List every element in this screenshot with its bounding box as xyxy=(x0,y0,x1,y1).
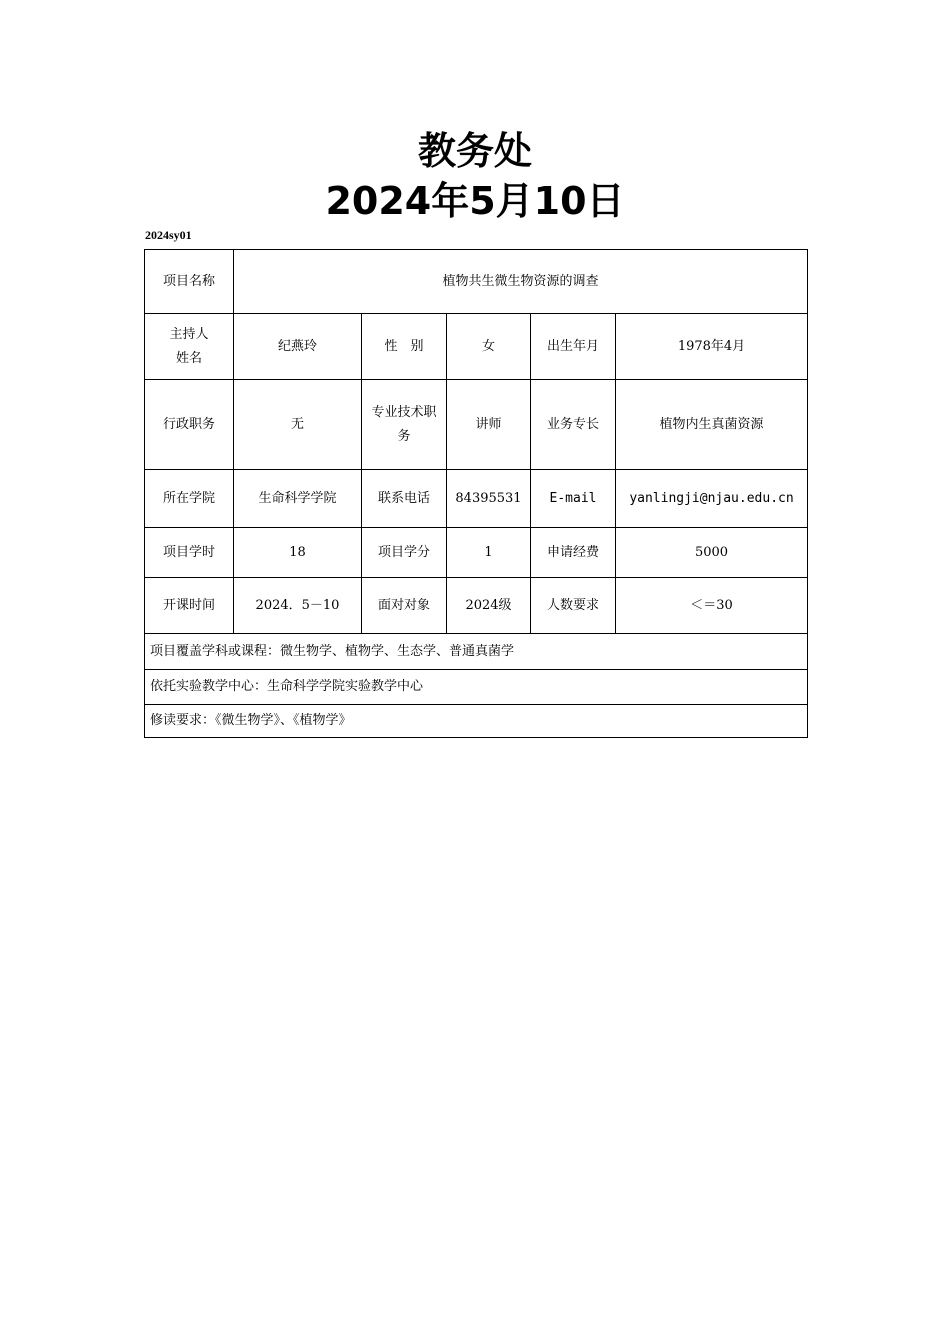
table-row xyxy=(145,528,808,578)
host-label xyxy=(145,314,234,380)
hours-label: 项目学时 xyxy=(145,528,234,578)
hours-value: 18 xyxy=(234,528,362,578)
subjects-row: 项目覆盖学科或课程：微生物学、植物学、生态学、普通真菌学 xyxy=(145,634,808,670)
table-row xyxy=(145,578,808,634)
credits-value: 1 xyxy=(447,528,531,578)
admin-post-label: 行政职务 xyxy=(145,380,234,470)
email-label: E-mail xyxy=(531,470,616,528)
size-label: 人数要求 xyxy=(531,578,616,634)
host-label-text: 主持人 姓名 xyxy=(169,326,209,366)
birth-value: 1978年4月 xyxy=(616,314,808,380)
funds-value: 5000 xyxy=(616,528,808,578)
project-form-table xyxy=(144,249,808,738)
start-value: 2024．5－10 xyxy=(234,578,362,634)
target-label: 面对对象 xyxy=(362,578,447,634)
gender-label: 性 别 xyxy=(362,314,447,380)
target-value: 2024级 xyxy=(447,578,531,634)
table-row xyxy=(145,670,808,705)
specialty-label: 业务专长 xyxy=(531,380,616,470)
phone-label: 联系电话 xyxy=(362,470,447,528)
phone-value: 84395531 xyxy=(447,470,531,528)
table-row xyxy=(145,250,808,314)
table-row xyxy=(145,634,808,670)
tech-title-value: 讲师 xyxy=(447,380,531,470)
start-label: 开课时间 xyxy=(145,578,234,634)
college-value: 生命科学学院 xyxy=(234,470,362,528)
project-name-value: 植物共生微生物资源的调查 xyxy=(234,250,808,314)
birth-label: 出生年月 xyxy=(531,314,616,380)
admin-post-value: 无 xyxy=(234,380,362,470)
office-title: 教务处 xyxy=(417,129,532,173)
date-title: 2024年5月10日 xyxy=(325,179,625,223)
email-value: yanlingji@njau.edu.cn xyxy=(616,470,808,528)
gender-value: 女 xyxy=(447,314,531,380)
table-row xyxy=(145,380,808,470)
tech-title-label: 专业技术职务 xyxy=(362,380,447,470)
specialty-value: 植物内生真菌资源 xyxy=(616,380,808,470)
size-value: ＜＝30 xyxy=(616,578,808,634)
table-row xyxy=(145,314,808,380)
center-row: 依托实验教学中心：生命科学学院实验教学中心 xyxy=(145,670,808,705)
project-name-label: 项目名称 xyxy=(145,250,234,314)
table-row xyxy=(145,705,808,738)
prereq-row: 修读要求：《微生物学》、《植物学》 xyxy=(145,705,808,738)
table-row xyxy=(145,470,808,528)
host-name-value: 纪燕玲 xyxy=(234,314,362,380)
credits-label: 项目学分 xyxy=(362,528,447,578)
funds-label: 申请经费 xyxy=(531,528,616,578)
document-code: 2024sy01 xyxy=(145,228,192,242)
college-label: 所在学院 xyxy=(145,470,234,528)
